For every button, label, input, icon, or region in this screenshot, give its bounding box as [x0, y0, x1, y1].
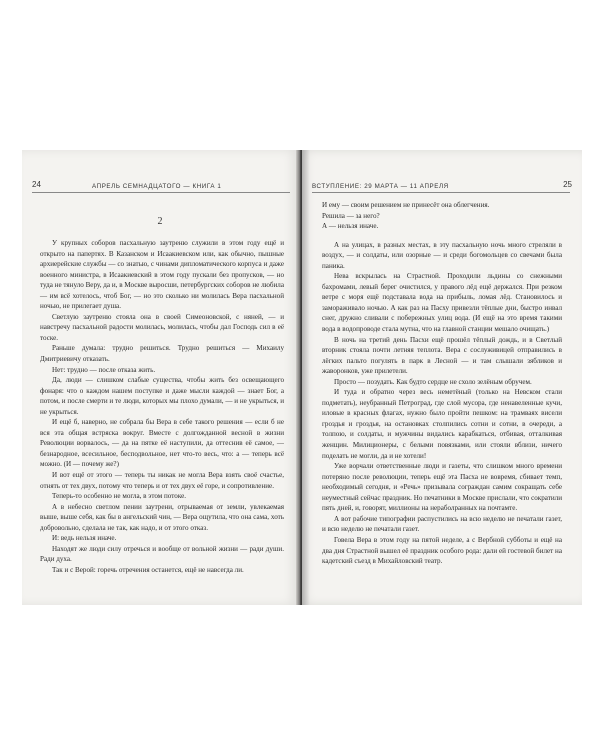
right-paragraph: Решила — за него? [322, 211, 380, 220]
right-paragraph: А на улицах, в разных местах, в эту пасхальную ночь много стреляли в воздух, — и солдаты, или озорные — и среди богомольцев со свечами была паника. [322, 240, 562, 270]
right-page-number: 25 [563, 180, 572, 189]
right-paragraph: В ночь на третий день Пасхи ещё прошёл тёплый дождь, и в Светлый вторник стояла почти летняя теплота. Вера с сослуживицей отправились в лёгких пальто погулять в парк в Лесной — и там слышали зябликов и жаворонков, уже прилетели. [322, 335, 562, 376]
left-paragraph: Теперь-то особенно не могла, в этом потоке. [52, 492, 187, 501]
left-paragraph: И: ведь нельзя иначе. [52, 534, 117, 543]
left-page-number: 24 [32, 180, 41, 189]
right-header-rule [312, 192, 570, 193]
left-paragraph: Находят же люди силу отречься и вообще от вольной жизни — ради души. Ради духа. [40, 544, 284, 564]
right-paragraph: Говела Вера в этом году на пятой неделе, а с Вербной субботы и ещё на два дня Страстной вышел её праздник особого рода: дали ей гостевой билет на кадетский съезд в Михайловский театр. [322, 535, 562, 566]
left-paragraph: У крупных соборов пасхальную заутреню служили в этом году ещё и открыто на папертях. В Казанском и Исаакиевском или, как обычно, пышные архиерейские службы — со знатью, с чинами дипломатического корпуса и даже военного министра, в Исаакиевский в этом году пускали без пропусков, — но туда не тянуло Веру, да и, в Москве выросши, петербургских соборов не любила — им всё хотелось, чтоб Бог, — но это сколько ни молилась Вера пасхальной ночью, не прилегает душа. [40, 239, 284, 311]
right-page [300, 150, 582, 605]
left-paragraph: Нет: трудно — после отказа жить. [52, 365, 156, 374]
left-paragraph: Да, люди — слишком слабые существа, чтобы жить без освещающего фонаря: что о каждом нашем поступке и даже мысли каждой — знает Бог, а потом, и после смерти и те люди, которых мы плохо думали, — и не укрыться, и не укрыться. [40, 376, 284, 416]
right-paragraph: А — нельзя иначе. [322, 222, 379, 231]
chapter-number: 2 [157, 216, 163, 227]
right-paragraph: И ему — своим решением не принесёт она облегчения. [322, 201, 490, 209]
left-paragraph: Светлую заутреню стояла она в своей Симеоновской, с няней, — и навстречу пасхальной радости молилась, молилась, чтобы дал Господь сил в её тоске. [40, 312, 284, 342]
right-paragraph: И туда и обратно через весь неметёный (только на Невском стали подметать), неубранный Петроград, где слой мусора, где ненавеленные кучи, иловые в красных флагах, нужно было пройти пешком: на трамваях висели гроздья и гроздья, на остановках столпились сотни и сотни, в очереди, а толпою, и солдаты, и мужчины видались карабкаться, отбивая, отталкивая женщин. Милиционеры, с белыми повязками, или стояли вблизи, ничего поделать не могли, да и не хотели! [322, 388, 562, 460]
left-paragraph: Так и с Верой: горечь отречения останется, ещё не навсегда ли. [52, 565, 244, 574]
gutter-shadow [300, 150, 310, 605]
book-spread [0, 150, 600, 605]
left-body-text [40, 238, 284, 576]
left-paragraph: И вот ещё от этого — теперь ты никак не могла Вера взять своё счастье, отнять от тех двух, потому что теперь и от тех двух её горе, и сопротивление. [40, 471, 284, 490]
left-paragraph: Раньше думала: трудно решиться. Трудно решиться — Михаилу Дмитриевичу отказать. [40, 344, 284, 364]
left-running-head: АПРЕЛЬ СЕМНАДЦАТОГО — КНИГА 1 [92, 183, 222, 190]
left-paragraph: И ещё б, наверно, не собрала бы Вера в себе такого решения — если б не вся эта общая встряска вокруг. Вместе с долгожданной весной в жизни Революции ворвалось, — да на пятке её наступили, да оттеснив её самое, — безнародное, всесильное, бесподвольное, нет что-то весь, что: а — теперь всё можно. (И — почему же?) [40, 418, 284, 469]
right-paragraph: А вот рабочие типографии распустились на всю неделю не печатали газет, и всю неделю не печатали газет. [322, 514, 562, 534]
right-paragraph: Просто — позудать. Как будто сердце не схоло зелёным обручем. [334, 377, 532, 386]
right-running-head: ВСТУПЛЕНИЕ: 29 МАРТА — 11 АПРЕЛЯ [312, 183, 449, 190]
right-body-text [322, 200, 562, 567]
left-header-rule [32, 192, 290, 193]
right-paragraph: Уже ворчали ответственные люди и газеты, что слишком много времени потеряно после революции, теперь ещё эта Пасха не вовремя, сбивает темп, необходимый сегодня, и «Речь» призывала сограждан самим сокращать себе неуместный сейчас праздник. Но печатники в Москве прислали, что сократили пять дней, и, говорят, миллионы на нераболранных на почтамте. [322, 462, 562, 513]
left-paragraph: А в небесно светлом пении заутрени, отрываемая от земли, увлекаемая выше, выше себя, как бы в ангельский чин, — Вера ощутила, что она сама, хоть добровольно, сделала не так, как надо, и от этого отказ. [40, 502, 284, 532]
left-page [22, 150, 298, 605]
right-paragraph: Нева вскрылась на Страстной. Проходили льдины со снежными бахромами, левый берег очистился, у правого лёд ещё держался. При резком ветре с моря ещё подставала вода на прибыль, ломая лёд. Становилось и замораживало ночью. А как раз на Пасху привезли тёплые дни, быстро инвал снег, дружно сливали с побережных улиц вода. (И ещё на это время такими вода в водопроводе стала мутна, что на главной станции мешало очищать.) [322, 272, 562, 334]
